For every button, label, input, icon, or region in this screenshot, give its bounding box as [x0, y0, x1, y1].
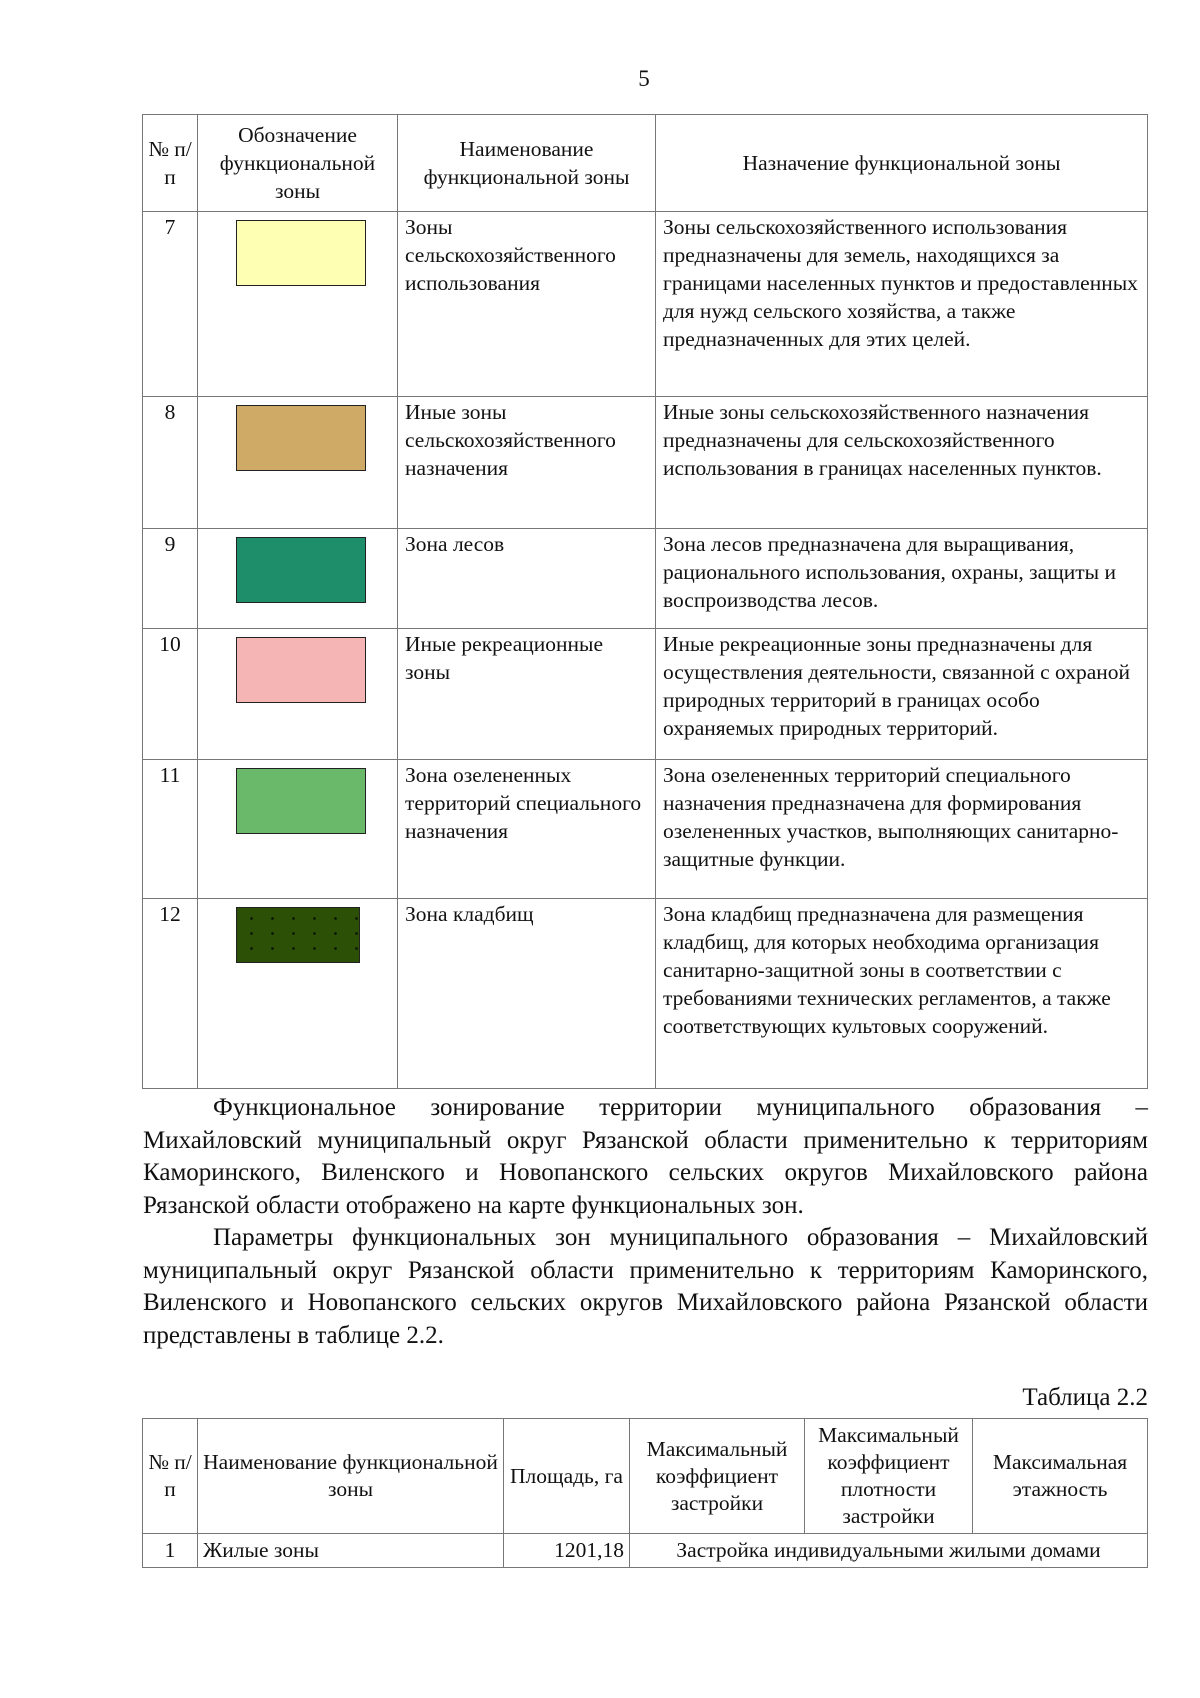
zone-designation	[198, 529, 398, 629]
zone-designation	[198, 397, 398, 529]
paragraph: Функциональное зонирование территории муниципального образования – Михайловский муниципальный округ Рязанской области применительно к территориям Каморинского, Виленского и Новопанского сельских округов Михайловского района Рязанской области отображено на карте функциональных зон.	[143, 1094, 1148, 1219]
zone-name: Иные рекреационные зоны	[398, 629, 656, 760]
zone-purpose: Зоны сельскохозяйственного использования предназначены для земель, находящихся за границами населенных пунктов и предоставленных для нужд сельского хозяйства, а также предназначенных для этих целей.	[656, 212, 1148, 397]
row-num: 10	[143, 629, 198, 760]
zone-purpose: Зона озелененных территорий специального назначения предназначена для формирования озелененных участков, выполняющих санитарно-защитные функции.	[656, 760, 1148, 899]
header-max-coverage: Максимальный коэффициент застройки	[630, 1419, 805, 1534]
table-row	[143, 899, 1148, 1089]
zone-color-swatch	[236, 768, 366, 834]
header-name: Наименование функциональной зоны	[398, 115, 656, 212]
zone-purpose: Иные зоны сельскохозяйственного назначения предназначены для сельскохозяйственного использования в границах населенных пунктов.	[656, 397, 1148, 529]
row-num: 12	[143, 899, 198, 1089]
row-num: 7	[143, 212, 198, 397]
zone-name: Жилые зоны	[198, 1534, 504, 1568]
zone-designation	[198, 629, 398, 760]
zone-purpose: Иные рекреационные зоны предназначены для осуществления деятельности, связанной с охраной природных территорий в границах особо охраняемых природных территорий.	[656, 629, 1148, 760]
zone-name: Зоны сельскохозяйственного использования	[398, 212, 656, 397]
zone-note: Застройка индивидуальными жилыми домами	[630, 1534, 1148, 1568]
zone-purpose: Зона лесов предназначена для выращивания, рационального использования, охраны, защиты и воспроизводства лесов.	[656, 529, 1148, 629]
zone-color-swatch	[236, 220, 366, 286]
table-header-row	[143, 115, 1148, 212]
header-name: Наименование функциональной зоны	[198, 1419, 504, 1534]
header-purpose: Назначение функциональной зоны	[656, 115, 1148, 212]
zone-hatched-swatch	[236, 907, 360, 963]
functional-zones-table	[142, 114, 1148, 1089]
row-num: 1	[143, 1534, 198, 1568]
zone-color-swatch	[236, 405, 366, 471]
zone-name: Зона лесов	[398, 529, 656, 629]
zone-name: Иные зоны сельскохозяйственного назначения	[398, 397, 656, 529]
table-caption: Таблица 2.2	[1022, 1384, 1148, 1411]
table-row	[143, 1534, 1148, 1568]
body-text	[143, 1092, 1148, 1352]
header-max-floors: Максимальная этажность	[973, 1419, 1148, 1534]
table-header-row	[143, 1419, 1148, 1534]
zone-name: Зона кладбищ	[398, 899, 656, 1089]
zone-color-swatch	[236, 537, 366, 603]
zone-designation	[198, 212, 398, 397]
zone-designation	[198, 760, 398, 899]
row-num: 11	[143, 760, 198, 899]
header-area: Площадь, га	[504, 1419, 630, 1534]
zone-purpose: Зона кладбищ предназначена для размещения кладбищ, для которых необходима организация санитарно-защитной зоны в соответствии с требованиями технических регламентов, а также соответствующих культовых сооружений.	[656, 899, 1148, 1089]
zone-name: Зона озелененных территорий специального назначения	[398, 760, 656, 899]
row-num: 8	[143, 397, 198, 529]
table-row	[143, 529, 1148, 629]
zone-color-swatch	[236, 637, 366, 703]
header-num: № п/п	[143, 115, 198, 212]
zone-parameters-table	[142, 1418, 1148, 1568]
row-num: 9	[143, 529, 198, 629]
table-row	[143, 629, 1148, 760]
zone-area: 1201,18	[504, 1534, 630, 1568]
paragraph: Параметры функциональных зон муниципального образования – Михайловский муниципальный округ Рязанской области применительно к территориям Каморинского, Виленского и Новопанского сельских округов Михайловского района Рязанской области представлены в таблице 2.2.	[143, 1224, 1148, 1349]
header-max-density: Максимальный коэффициент плотности застройки	[805, 1419, 973, 1534]
zone-designation	[198, 899, 398, 1089]
table-row	[143, 212, 1148, 397]
table-row	[143, 760, 1148, 899]
header-num: № п/п	[143, 1419, 198, 1534]
table-row	[143, 397, 1148, 529]
header-designation: Обозначение функциональной зоны	[198, 115, 398, 212]
page-number: 5	[638, 66, 650, 91]
